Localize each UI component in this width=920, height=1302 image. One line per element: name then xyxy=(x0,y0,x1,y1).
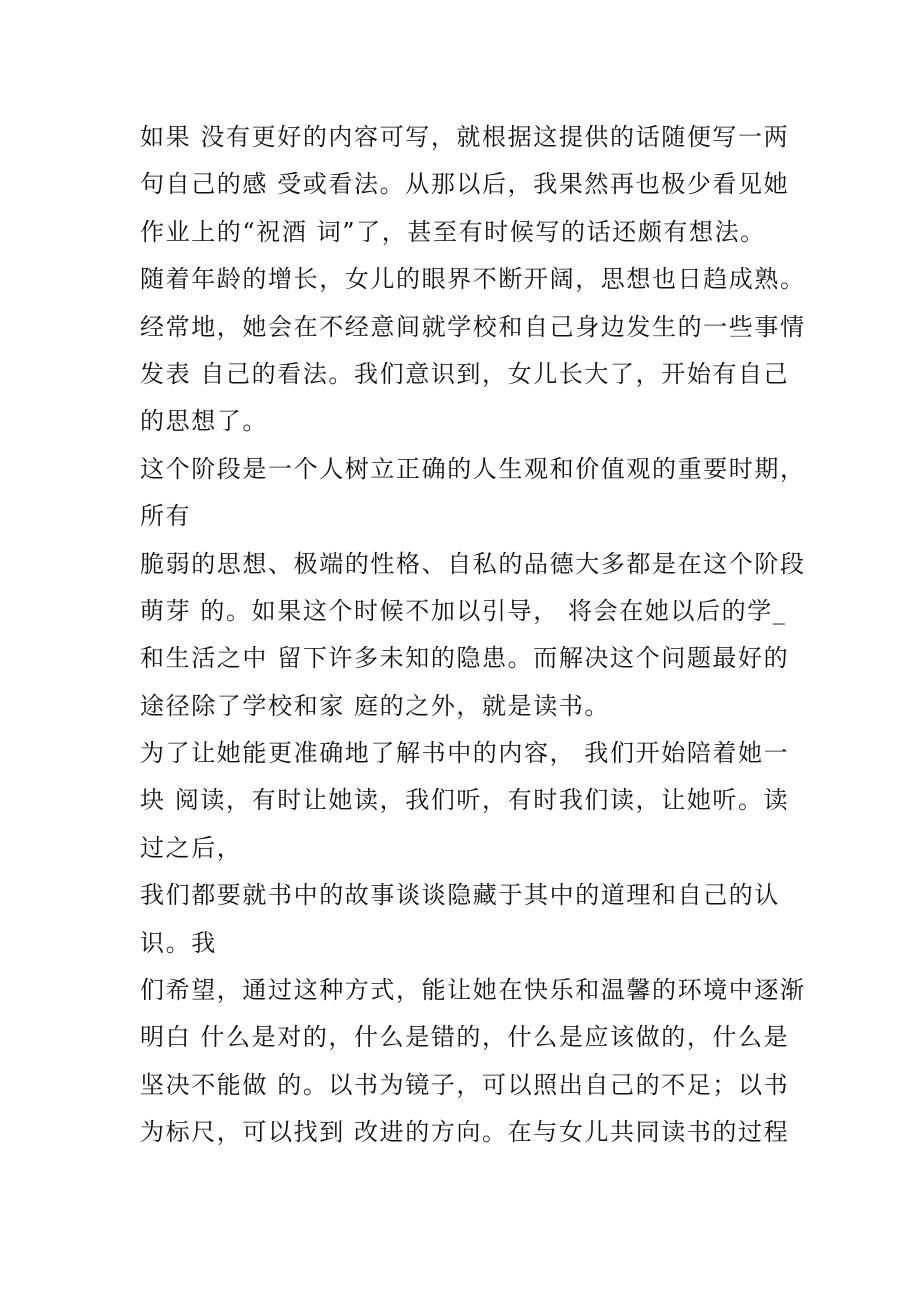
text-line: 萌芽 的。如果这个时候不加以引导， 将会在她以后的学_ xyxy=(140,596,787,625)
text-line: 为了让她能更准确地了解书中的内容， 我们开始陪着她一 xyxy=(140,739,790,768)
text-line: 们希望，通过这种方式，能让她在快乐和温馨的环境中逐渐 xyxy=(140,976,806,1005)
text-line: 明白 什么是对的，什么是错的，什么是应该做的，什么是 xyxy=(140,1023,790,1052)
text-line: 块 阅读，有时让她读，我们听，有时我们读，让她听。读 xyxy=(140,786,790,815)
text-line: 和生活之中 留下许多未知的隐患。而解决这个问题最好的 xyxy=(140,644,790,673)
text-line: 作业上的“祝酒 词”了，甚至有时候写的话还颇有想法。 xyxy=(140,217,766,246)
text-line: 我们都要就书中的故事谈谈隐藏于其中的道理和自己的认 xyxy=(140,881,780,910)
text-line: 发表 自己的看法。我们意识到，女儿长大了，开始有自己 xyxy=(140,359,790,388)
text-line: 句自己的感 受或看法。从那以后，我果然再也极少看见她 xyxy=(140,170,790,199)
text-line: 途径除了学校和家 庭的之外，就是读书。 xyxy=(140,691,611,720)
text-line: 如果 没有更好的内容可写，就根据这提供的话随便写一两 xyxy=(140,123,790,151)
text-line: 的思想了。 xyxy=(140,407,268,436)
text-line: 这个阶段是一个人树立正确的人生观和价值观的重要时期， xyxy=(140,454,806,483)
text-line: 坚决不能做 的。以书为镜子，可以照出自己的不足；以书 xyxy=(140,1070,790,1099)
text-line: 经常地，她会在不经意间就学校和自己身边发生的一些事情 xyxy=(140,312,806,341)
body-text xyxy=(140,117,820,1160)
text-line: 脆弱的思想、极端的性格、自私的品德大多都是在这个阶段 xyxy=(140,549,806,578)
text-line: 随着年龄的增长，女儿的眼界不断开阔，思想也日趋成熟。 xyxy=(140,265,806,294)
text-line: 过之后， xyxy=(140,833,243,862)
text-line: 为标尺，可以找到 改进的方向。在与女儿共同读书的过程 xyxy=(140,1118,790,1147)
text-line: 识。我 xyxy=(140,928,217,957)
text-line: 所有 xyxy=(140,502,192,531)
